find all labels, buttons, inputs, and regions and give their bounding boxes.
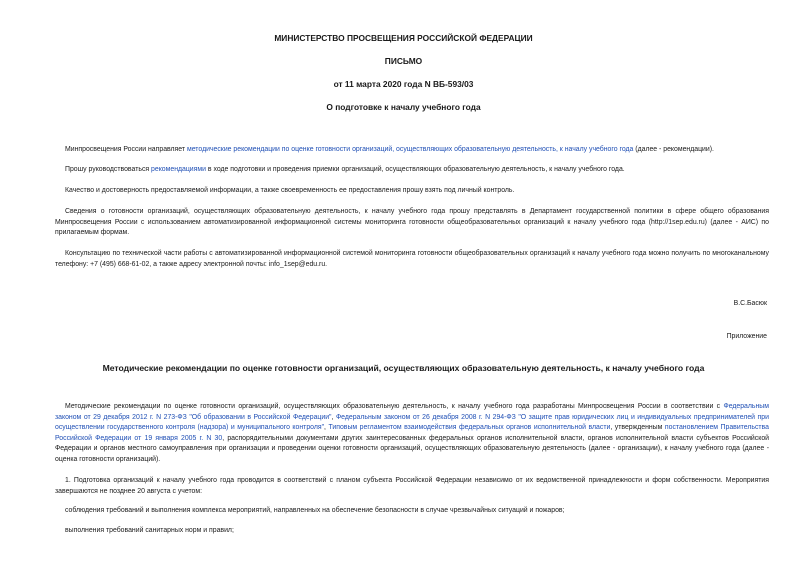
letter-paragraph-1: Минпросвещения России направляет методические рекомендации по оценке готовности организаций, осуществляющих образовательную деятельность, к началу учебного года (далее - рекомендации). [65,146,714,153]
letter-paragraph-4: Сведения о готовности организаций, осуществляющих образовательную деятельность, к началу учебного года прошу представлять в Департамент государственной политики в сфере общего образования Минпросвещения России с использованием автоматизированной информационной системы мониторинга готовности общеобразовательных организаций к началу учебного года (http://1sep.edu.ru) (далее - АИС) по прилагаемым формам. [55,208,769,237]
government-resolution-link[interactable]: постановлением Правительства Российской Федерации от 19 января 2005 г. N 30 [55,424,769,442]
recommendations-short-link[interactable]: рекомендациями [151,166,206,173]
standard-regulation-link[interactable]: Типовым регламентом взаимодействия федеральных органов исполнительной власти [328,424,611,432]
letter-paragraph-3: Качество и достоверность предоставляемой информации, а также своевременность ее предоставления прошу взять под личный контроль. [65,187,515,194]
appendix-label: Приложение [726,333,767,340]
appendix-item-1a: соблюдения требований и выполнения комплекса мероприятий, направленных на обеспечение безопасности в случае чрезвычайных ситуаций и пожаров; [65,507,565,514]
appendix-item-1b: выполнения требований санитарных норм и правил; [65,527,234,534]
letter-paragraph-5: Консультацию по технической части работы с автоматизированной информационной системой мониторинга готовности общеобразовательных организаций к началу учебного года можно получить по многоканальному телефону: +7 (495) 668-61-02, а также адресу электронной почты: info_1sep@edu.ru. [55,250,769,268]
document-type: ПИСЬМО [384,56,423,66]
recommendations-link[interactable]: методические рекомендации по оценке готовности организаций, осуществляющих образовательную деятельность, к началу учебного года [186,146,634,153]
law-294-link[interactable]: Федеральным законом от 26 декабря 2008 г. N 294-ФЗ "О защите прав юридических лиц и индивидуальных предпринимателей при осуществлении государственного контроля (надзора) и муниципального контроля" [55,413,769,432]
document-date-number: от 11 марта 2020 года N ВБ-593/03 [333,79,474,89]
appendix-intro-paragraph: Методические рекомендации по оценке готовности организаций, осуществляющих образовательную деятельность, к началу учебного года разработаны Минпросвещения России в соответствии с Федеральным законом от 29 декабря 2012 г. N 273-ФЗ "Об образовании в Российской Федерации", Федеральным законом от 26 декабря 2008 г. N 294-ФЗ "О защите прав юридических лиц и индивидуальных предпринимателей при осуществлении государственного контроля (надзора) и муниципального контроля", Типовым регламентом взаимодействия федеральных органов исполнительной власти, утвержденным постановлением Правительства Российской Федерации от 19 января 2005 г. N 30, распорядительными документами других заинтересованных федеральных органов исполнительной власти, органов исполнительной власти субъектов Российской Федерации и органов местного самоуправления при организации и проведении оценки готовности организаций, осуществляющих образовательную деятельность (далее - организации), к началу учебного года (далее - оценка готовности организаций). [55,403,769,463]
letter-paragraph-2: Прошу руководствоваться рекомендациями в ходе подготовки и проведения приемки организаций, осуществляющих образовательную деятельность, к началу учебного года. [65,166,625,173]
signature: В.С.Басюк [733,300,767,307]
law-273-link[interactable]: Федеральным законом от 29 декабря 2012 г. N 273-ФЗ "Об образовании в Российской Федерации" [55,403,769,421]
ministry-heading: МИНИСТЕРСТВО ПРОСВЕЩЕНИЯ РОССИЙСКОЙ ФЕДЕРАЦИИ [274,33,533,43]
document-subject: О подготовке к началу учебного года [326,102,481,112]
appendix-title: Методические рекомендации по оценке готовности организаций, осуществляющих образовательную деятельность, к началу учебного года [102,363,705,373]
appendix-item-1: 1. Подготовка организаций к началу учебного года проводится в соответствий с планом субъекта Российской Федерации независимо от их ведомственной принадлежности и форм собственности. Мероприятия завершаются не позднее 20 августа с учетом: [55,477,769,495]
